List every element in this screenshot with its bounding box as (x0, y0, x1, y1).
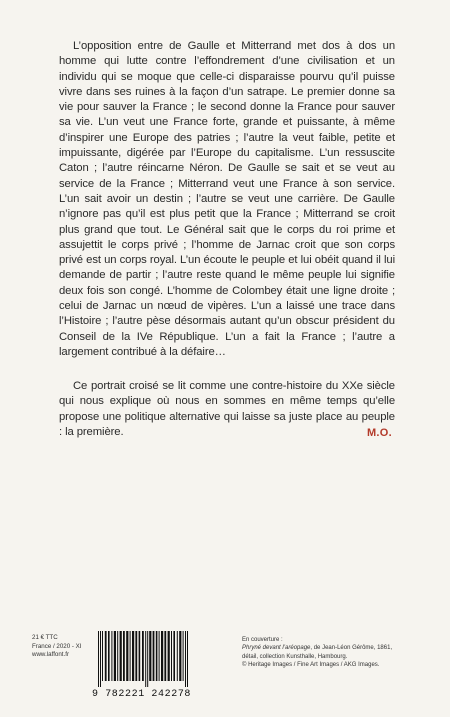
barcode-bar (135, 631, 137, 681)
barcode-bar (98, 631, 99, 687)
barcode-bar (159, 631, 160, 681)
barcode-bar (139, 631, 141, 681)
barcode-bars (92, 631, 204, 687)
isbn-number: 9 782221 242278 (92, 689, 192, 700)
barcode-bar (179, 631, 181, 681)
barcode-bar (183, 631, 184, 681)
edition-code: France / 2020 - XI (32, 642, 82, 650)
barcode-bar (126, 631, 128, 681)
barcode-bar (105, 631, 107, 681)
barcode-bar (120, 631, 122, 681)
barcode-bar (171, 631, 172, 681)
barcode-bar (156, 631, 158, 681)
summary-paragraph-2: Ce portrait croisé se lit comme une contre-histoire du XXe siècle qui nous explique où nous en sommes en même temps qu’elle propose une politique alternative qui laisse sa juste place au peuple : la première. (59, 380, 395, 438)
barcode-bar (185, 631, 186, 687)
publisher-info (32, 634, 82, 660)
barcode-bar (187, 631, 188, 687)
barcode-bar (111, 631, 112, 681)
credits-line-1 (242, 644, 412, 652)
barcode-bar (149, 631, 151, 681)
barcode-bar (147, 631, 148, 687)
barcode-bar (117, 631, 118, 681)
barcode-bar (168, 631, 170, 681)
barcode-bar (173, 631, 175, 681)
barcode-bar (161, 631, 163, 681)
barcode-bar (100, 631, 101, 687)
barcode-bar (142, 631, 144, 681)
credits-line-2: détail, collection Kunsthalle, Hambourg. (242, 653, 348, 660)
barcode-bar (145, 631, 146, 687)
credits-painter: , de Jean-Léon Gérôme, 1861, (310, 645, 393, 652)
barcode-bar (108, 631, 110, 681)
summary-paragraph-1: L’opposition entre de Gaulle et Mitterrand met dos à dos un homme qui lutte contre l’effondrement d’une civilisation et un individu qui se moque que celle-ci disparaisse pourvu qu’il puisse vivre dans ses ruines à la façon d’un satrape. Le premier donne sa vie pour sauver la France ; le second donne la France pour sauver sa vie. L’un veut une France forte, grande et puissante, à même d’inspirer une Europe des patries ; l’autre la veut faible, petite et impuissante, digérée par l’Europe du capitalisme. L’un ressuscite Caton ; l’autre réincarne Néron. De Gaulle se sait et se veut au service de la France ; Mitterrand veut une France à son service. L’un sait avoir un destin ; l’autre se veut une carrière. De Gaulle n’ignore pas qu’il est plus petit que la France ; Mitterrand se croit plus grand que tout. Le Général sait que le corps du roi prime et assujettit le corps privé ; l’homme de Jarnac croit que son corps privé est un corps royal. L’un écoute le peuple et lui obéit quand il lui demande de partir ; l’autre reste quand le même peuple lui signifie deux fois son congé. L’homme de Colombey était une ligne droite ; celui de Jarnac un nœud de vipères. L’un a laissé une trace dans l’Histoire ; l’autre pèse désormais autant qu’un obscur président du Conseil de la IVe République. L’un a fait la France ; l’autre a largement contribué à la défaire… (59, 40, 395, 358)
barcode-bar (130, 631, 131, 681)
cover-credits (242, 636, 412, 669)
barcode-bar (164, 631, 166, 681)
author-signature: M.O. (366, 427, 392, 439)
credits-line-3: © Heritage Images / Fine Art Images / AKG Images. (242, 661, 380, 668)
barcode-bar (132, 631, 134, 681)
price-label: 21 € TTC (32, 634, 58, 641)
barcode-bar (177, 631, 178, 681)
credits-heading: En couverture : (242, 637, 283, 643)
barcode-bar (123, 631, 125, 681)
barcode-bar (102, 631, 103, 681)
painting-title: Phryné devant l’aréopage (242, 645, 311, 652)
barcode-bar (153, 631, 155, 681)
barcode-bar (114, 631, 116, 681)
publisher-website: www.laffont.fr (32, 651, 70, 659)
